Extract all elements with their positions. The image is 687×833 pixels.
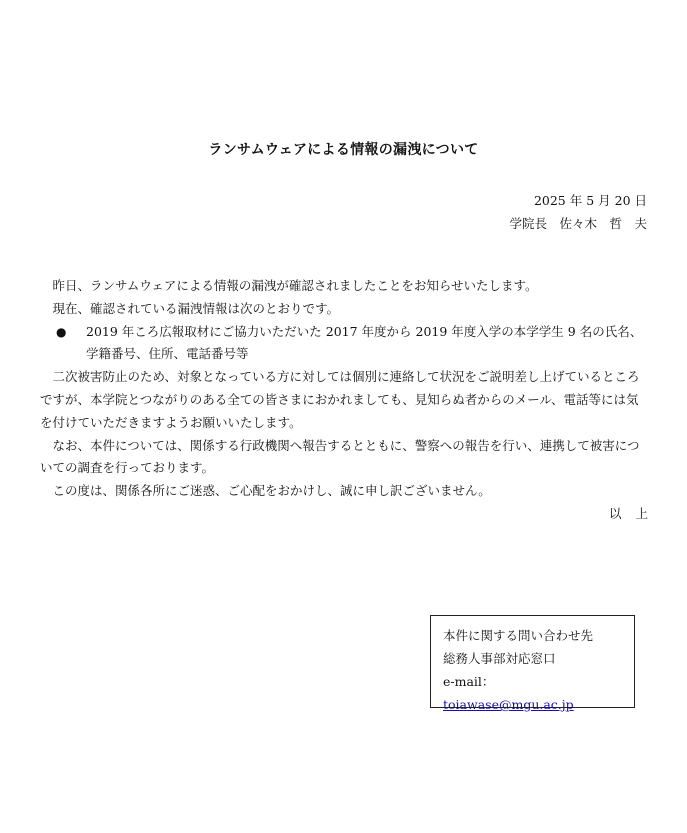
closing-remark: 以 上 xyxy=(609,505,648,521)
paragraph-leak-intro: 現在、確認されている漏洩情報は次のとおりです。 xyxy=(52,300,340,316)
contact-department: 総務人事部対応窓口 xyxy=(443,651,556,666)
paragraph-announcement: 昨日、ランサムウェアによる情報の漏洩が確認されましたことをお知らせいたします。 xyxy=(52,278,538,293)
email-label: e-mail： xyxy=(443,674,495,689)
document-author: 学院長 佐々木 哲 夫 xyxy=(509,216,647,231)
document-body xyxy=(40,275,650,526)
email-link[interactable]: toiawase@mgu.ac.jp xyxy=(443,697,574,712)
document-title: ランサムウェアによる情報の漏洩について xyxy=(208,142,479,158)
leaked-info-text: 2019 年ころ広報取材にご協力いただいた 2017 年度から 2019 年度入学の本学学生 9 名の氏名、学籍番号、住所、電話番号等 xyxy=(86,323,643,362)
paragraph-report: なお、本件については、関係する行政機関へ報告するとともに、警察への報告を行い、連携して被害についての調査を行っております。 xyxy=(40,437,640,476)
bullet-icon: ● xyxy=(56,324,67,339)
list-item xyxy=(56,321,650,367)
contact-box xyxy=(430,615,635,712)
contact-email-row xyxy=(443,670,622,716)
contact-heading: 本件に関する問い合わせ先 xyxy=(443,628,594,643)
paragraph-apology: この度は、関係各所にご迷惑、ご心配をおかけし、誠に申し訳ございません。 xyxy=(52,483,491,499)
paragraph-secondary-damage: 二次被害防止のため、対象となっている方に対しては個別に連絡して状況をご説明差し上げているところですが、本学院とつながりのある全ての皆さまにおかれましても、見知らぬ者からのメール、電話等には気を付けていただきますようお願いいたします。 xyxy=(40,369,640,430)
leaked-info-list xyxy=(40,321,650,367)
document-date: 2025 年 5 月 20 日 xyxy=(533,193,647,208)
